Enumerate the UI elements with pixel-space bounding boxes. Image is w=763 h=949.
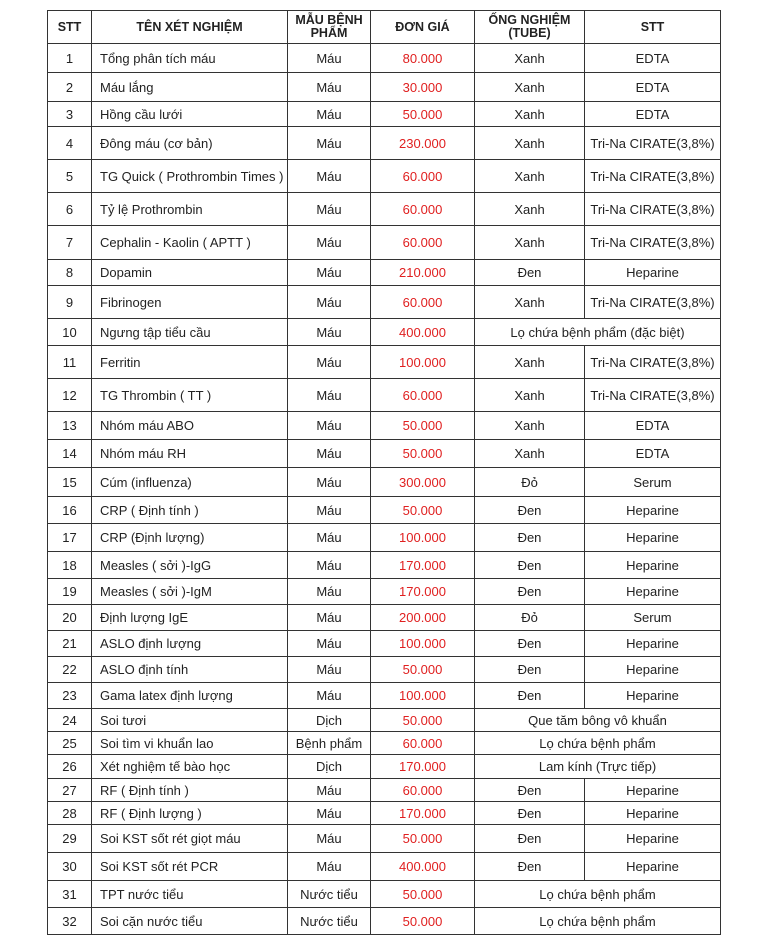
row-stt: 9	[48, 286, 92, 319]
row-sample: Máu	[288, 379, 371, 412]
row-tube-color: Xanh	[475, 226, 585, 260]
row-tube-color: Xanh	[475, 44, 585, 73]
row-tube-type: Heparine	[585, 683, 721, 709]
row-sample: Máu	[288, 605, 371, 631]
row-test-name: CRP ( Định tính )	[92, 497, 288, 524]
row-sample: Máu	[288, 160, 371, 193]
row-container: Lọ chứa bệnh phẩm (đặc biệt)	[475, 319, 721, 346]
row-test-name: Measles ( sởi )-IgG	[92, 552, 288, 579]
row-test-name: Dopamin	[92, 260, 288, 286]
row-tube-type: Tri-Na CIRATE(3,8%)	[585, 160, 721, 193]
row-sample: Máu	[288, 102, 371, 127]
row-tube-color: Xanh	[475, 127, 585, 160]
row-container: Lọ chứa bệnh phẩm	[475, 881, 721, 908]
table-row	[48, 779, 721, 802]
row-tube-type: Tri-Na CIRATE(3,8%)	[585, 226, 721, 260]
row-sample: Máu	[288, 552, 371, 579]
row-test-name: Đông máu (cơ bản)	[92, 127, 288, 160]
row-test-name: Ngưng tập tiểu cầu	[92, 319, 288, 346]
row-price: 60.000	[371, 286, 475, 319]
row-stt: 10	[48, 319, 92, 346]
row-sample: Máu	[288, 825, 371, 853]
row-tube-type: Heparine	[585, 802, 721, 825]
row-tube-type: EDTA	[585, 73, 721, 102]
row-tube-type: EDTA	[585, 44, 721, 73]
table-row	[48, 755, 721, 779]
row-test-name: Soi tìm vi khuẩn lao	[92, 732, 288, 755]
row-price: 60.000	[371, 379, 475, 412]
table-row	[48, 657, 721, 683]
row-price: 60.000	[371, 732, 475, 755]
row-sample: Máu	[288, 319, 371, 346]
row-stt: 21	[48, 631, 92, 657]
row-stt: 22	[48, 657, 92, 683]
table-row	[48, 440, 721, 468]
row-sample: Máu	[288, 412, 371, 440]
row-price: 50.000	[371, 825, 475, 853]
row-tube-type: Tri-Na CIRATE(3,8%)	[585, 286, 721, 319]
row-price: 170.000	[371, 755, 475, 779]
row-tube-type: Heparine	[585, 853, 721, 881]
row-stt: 3	[48, 102, 92, 127]
row-price: 230.000	[371, 127, 475, 160]
row-stt: 23	[48, 683, 92, 709]
row-stt: 11	[48, 346, 92, 379]
row-stt: 31	[48, 881, 92, 908]
row-price: 100.000	[371, 683, 475, 709]
row-stt: 12	[48, 379, 92, 412]
row-tube-type: Heparine	[585, 779, 721, 802]
table-row	[48, 127, 721, 160]
table-row	[48, 683, 721, 709]
row-price: 30.000	[371, 73, 475, 102]
table-row	[48, 226, 721, 260]
row-test-name: Hồng cầu lưới	[92, 102, 288, 127]
row-test-name: Soi cặn nước tiểu	[92, 908, 288, 935]
row-price: 50.000	[371, 709, 475, 732]
row-tube-type: Heparine	[585, 524, 721, 552]
table-row	[48, 102, 721, 127]
row-sample: Máu	[288, 286, 371, 319]
row-stt: 28	[48, 802, 92, 825]
row-tube-type: EDTA	[585, 412, 721, 440]
row-test-name: Xét nghiệm tế bào học	[92, 755, 288, 779]
table-row	[48, 160, 721, 193]
row-sample: Máu	[288, 657, 371, 683]
row-container: Lọ chứa bệnh phẩm	[475, 908, 721, 935]
row-test-name: Định lượng IgE	[92, 605, 288, 631]
row-tube-color: Đen	[475, 657, 585, 683]
row-sample: Máu	[288, 346, 371, 379]
row-tube-type: Tri-Na CIRATE(3,8%)	[585, 127, 721, 160]
table-header-row	[48, 11, 721, 44]
table-row	[48, 412, 721, 440]
row-container: Que tăm bông vô khuẩn	[475, 709, 721, 732]
row-stt: 4	[48, 127, 92, 160]
row-price: 50.000	[371, 497, 475, 524]
table-row	[48, 286, 721, 319]
row-test-name: Cephalin - Kaolin ( APTT )	[92, 226, 288, 260]
row-stt: 13	[48, 412, 92, 440]
header-price: ĐƠN GIÁ	[371, 11, 475, 44]
table-row	[48, 73, 721, 102]
row-tube-type: Serum	[585, 605, 721, 631]
row-test-name: Soi KST sốt rét giọt máu	[92, 825, 288, 853]
row-stt: 20	[48, 605, 92, 631]
row-price: 400.000	[371, 853, 475, 881]
table-row	[48, 193, 721, 226]
row-price: 100.000	[371, 346, 475, 379]
row-test-name: CRP (Định lượng)	[92, 524, 288, 552]
row-tube-type: EDTA	[585, 102, 721, 127]
row-price: 60.000	[371, 779, 475, 802]
lab-test-price-table	[47, 10, 721, 935]
row-tube-type: Heparine	[585, 260, 721, 286]
row-test-name: ASLO định tính	[92, 657, 288, 683]
row-tube-color: Xanh	[475, 286, 585, 319]
row-price: 170.000	[371, 802, 475, 825]
row-tube-color: Đen	[475, 552, 585, 579]
table-row	[48, 497, 721, 524]
table-row	[48, 524, 721, 552]
row-stt: 1	[48, 44, 92, 73]
row-tube-color: Xanh	[475, 102, 585, 127]
row-stt: 26	[48, 755, 92, 779]
table-row	[48, 379, 721, 412]
row-tube-type: Heparine	[585, 825, 721, 853]
row-tube-color: Xanh	[475, 412, 585, 440]
table-row	[48, 881, 721, 908]
row-tube-type: Heparine	[585, 657, 721, 683]
row-stt: 16	[48, 497, 92, 524]
row-price: 50.000	[371, 657, 475, 683]
table-row	[48, 732, 721, 755]
row-sample: Máu	[288, 260, 371, 286]
row-stt: 15	[48, 468, 92, 497]
row-test-name: Tỷ lệ Prothrombin	[92, 193, 288, 226]
row-price: 210.000	[371, 260, 475, 286]
row-price: 60.000	[371, 193, 475, 226]
row-stt: 6	[48, 193, 92, 226]
row-test-name: TG Quick ( Prothrombin Times )	[92, 160, 288, 193]
row-tube-color: Đen	[475, 802, 585, 825]
row-test-name: Fibrinogen	[92, 286, 288, 319]
row-price: 100.000	[371, 524, 475, 552]
table-row	[48, 802, 721, 825]
row-sample: Máu	[288, 524, 371, 552]
row-test-name: Nhóm máu ABO	[92, 412, 288, 440]
row-price: 50.000	[371, 440, 475, 468]
row-sample: Máu	[288, 226, 371, 260]
row-test-name: TPT nước tiểu	[92, 881, 288, 908]
row-tube-color: Đỏ	[475, 605, 585, 631]
row-test-name: Measles ( sởi )-IgM	[92, 579, 288, 605]
row-test-name: TG Thrombin ( TT )	[92, 379, 288, 412]
row-sample: Bệnh phẩm	[288, 732, 371, 755]
row-sample: Dịch	[288, 709, 371, 732]
row-tube-type: Heparine	[585, 497, 721, 524]
header-sample: MẪU BỆNH PHẨM	[288, 11, 371, 44]
row-tube-type: Heparine	[585, 552, 721, 579]
row-stt: 24	[48, 709, 92, 732]
row-stt: 17	[48, 524, 92, 552]
header-tube-type: STT	[585, 11, 721, 44]
row-price: 80.000	[371, 44, 475, 73]
table-row	[48, 825, 721, 853]
row-sample: Máu	[288, 127, 371, 160]
row-stt: 8	[48, 260, 92, 286]
row-sample: Máu	[288, 683, 371, 709]
row-sample: Máu	[288, 497, 371, 524]
row-stt: 14	[48, 440, 92, 468]
row-price: 200.000	[371, 605, 475, 631]
table-row	[48, 260, 721, 286]
row-tube-color: Đen	[475, 825, 585, 853]
row-stt: 7	[48, 226, 92, 260]
row-tube-color: Đen	[475, 497, 585, 524]
row-test-name: Ferritin	[92, 346, 288, 379]
row-container: Lọ chứa bệnh phẩm	[475, 732, 721, 755]
row-tube-color: Xanh	[475, 440, 585, 468]
table-row	[48, 908, 721, 935]
row-tube-color: Đen	[475, 579, 585, 605]
table-row	[48, 346, 721, 379]
row-test-name: Soi tươi	[92, 709, 288, 732]
row-price: 60.000	[371, 226, 475, 260]
row-sample: Dịch	[288, 755, 371, 779]
table-row	[48, 631, 721, 657]
row-tube-color: Xanh	[475, 379, 585, 412]
table-row	[48, 319, 721, 346]
row-stt: 5	[48, 160, 92, 193]
row-tube-type: Tri-Na CIRATE(3,8%)	[585, 346, 721, 379]
row-sample: Máu	[288, 44, 371, 73]
row-price: 300.000	[371, 468, 475, 497]
row-stt: 27	[48, 779, 92, 802]
table-row	[48, 709, 721, 732]
row-sample: Máu	[288, 579, 371, 605]
row-tube-color: Đen	[475, 631, 585, 657]
row-price: 170.000	[371, 552, 475, 579]
row-container: Lam kính (Trực tiếp)	[475, 755, 721, 779]
row-sample: Nước tiểu	[288, 881, 371, 908]
row-tube-color: Xanh	[475, 73, 585, 102]
row-test-name: Nhóm máu RH	[92, 440, 288, 468]
row-test-name: ASLO định lượng	[92, 631, 288, 657]
row-price: 170.000	[371, 579, 475, 605]
row-tube-color: Đen	[475, 779, 585, 802]
row-sample: Máu	[288, 440, 371, 468]
row-tube-color: Xanh	[475, 160, 585, 193]
row-price: 100.000	[371, 631, 475, 657]
row-sample: Máu	[288, 631, 371, 657]
row-sample: Máu	[288, 802, 371, 825]
row-tube-color: Đen	[475, 853, 585, 881]
row-tube-type: Heparine	[585, 579, 721, 605]
row-tube-color: Đen	[475, 683, 585, 709]
row-sample: Máu	[288, 73, 371, 102]
row-stt: 18	[48, 552, 92, 579]
table-row	[48, 853, 721, 881]
row-tube-color: Đen	[475, 260, 585, 286]
table-row	[48, 552, 721, 579]
row-stt: 2	[48, 73, 92, 102]
row-test-name: RF ( Định tính )	[92, 779, 288, 802]
row-price: 50.000	[371, 908, 475, 935]
header-test-name: TÊN XÉT NGHIỆM	[92, 11, 288, 44]
row-test-name: Máu lắng	[92, 73, 288, 102]
row-price: 50.000	[371, 881, 475, 908]
row-stt: 19	[48, 579, 92, 605]
row-tube-color: Xanh	[475, 193, 585, 226]
row-test-name: Tổng phân tích máu	[92, 44, 288, 73]
row-tube-type: Serum	[585, 468, 721, 497]
row-tube-type: Heparine	[585, 631, 721, 657]
row-stt: 25	[48, 732, 92, 755]
table-row	[48, 44, 721, 73]
row-test-name: Soi KST sốt rét PCR	[92, 853, 288, 881]
header-stt: STT	[48, 11, 92, 44]
table-row	[48, 468, 721, 497]
row-test-name: Cúm (influenza)	[92, 468, 288, 497]
table-row	[48, 605, 721, 631]
row-stt: 29	[48, 825, 92, 853]
row-tube-color: Đỏ	[475, 468, 585, 497]
row-test-name: Gama latex định lượng	[92, 683, 288, 709]
row-tube-type: Tri-Na CIRATE(3,8%)	[585, 379, 721, 412]
row-price: 60.000	[371, 160, 475, 193]
row-stt: 32	[48, 908, 92, 935]
row-sample: Nước tiểu	[288, 908, 371, 935]
row-stt: 30	[48, 853, 92, 881]
header-tube: ỐNG NGHIỆM (TUBE)	[475, 11, 585, 44]
row-price: 400.000	[371, 319, 475, 346]
row-sample: Máu	[288, 779, 371, 802]
row-price: 50.000	[371, 412, 475, 440]
row-price: 50.000	[371, 102, 475, 127]
row-tube-color: Đen	[475, 524, 585, 552]
row-tube-color: Xanh	[475, 346, 585, 379]
row-sample: Máu	[288, 853, 371, 881]
row-sample: Máu	[288, 193, 371, 226]
row-test-name: RF ( Định lượng )	[92, 802, 288, 825]
row-tube-type: Tri-Na CIRATE(3,8%)	[585, 193, 721, 226]
row-tube-type: EDTA	[585, 440, 721, 468]
row-sample: Máu	[288, 468, 371, 497]
table-row	[48, 579, 721, 605]
